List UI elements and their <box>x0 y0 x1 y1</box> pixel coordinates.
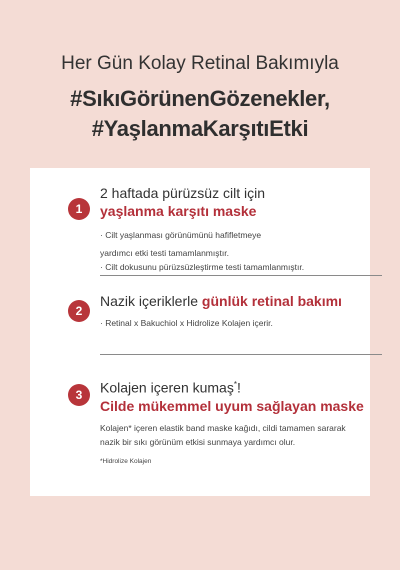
benefits-card <box>30 168 370 496</box>
benefit-3-note: nazik bir sıkı görünüm etkisi sunmaya yardımcı olur. <box>100 436 296 447</box>
number-badge-3: 3 <box>68 384 90 406</box>
divider <box>100 354 382 355</box>
benefit-1-title: 2 haftada pürüzsüz cilt için <box>100 185 265 201</box>
hashtag-anti-aging: #YaşlanmaKarşıtıEtki <box>91 116 309 141</box>
benefit-3-footnote: *Hidrolize Kolajen <box>100 457 152 465</box>
benefit-3-note: Kolajen* içeren elastik band maske kağıdı, cildi tamamen sararak <box>100 422 346 433</box>
benefit-3-title-text: Kolajen içeren kumaş <box>100 379 234 396</box>
benefit-1-note: yardımcı etki testi tamamlanmıştır. <box>100 248 229 258</box>
number-badge-2: 2 <box>68 300 90 322</box>
benefit-2-title-text: Nazik içeriklerle <box>100 293 202 309</box>
benefit-1-highlight: yaşlanma karşıtı maske <box>100 203 257 219</box>
divider <box>100 275 382 276</box>
footnote-mark: * <box>233 380 237 389</box>
benefit-item-2 <box>30 292 370 352</box>
benefit-3-highlight: Cilde mükemmel uyum sağlayan maske <box>100 397 364 414</box>
benefit-3-title-end: ! <box>236 379 241 396</box>
benefit-2-highlight: günlük retinal bakımı <box>201 293 342 309</box>
header <box>0 52 400 144</box>
benefit-item-3 <box>30 376 370 486</box>
benefit-3-title <box>100 376 365 397</box>
benefit-1-note: · Cilt dokusunu pürüzsüzleştirme testi tamamlanmıştır. <box>100 262 305 272</box>
page-subtitle: Her Gün Kolay Retinal Bakımıyla <box>61 53 339 74</box>
hashtag-pores: #SıkıGörünenGözenekler, <box>70 86 330 111</box>
benefit-item-1 <box>30 182 370 278</box>
benefit-2-note: · Retinal x Bakuchiol x Hidrolize Kolajen içerir. <box>100 318 273 328</box>
number-badge-1: 1 <box>68 198 90 220</box>
benefit-2-title <box>100 292 365 310</box>
benefit-1-note: · Cilt yaşlanması görünümünü hafifletmeye <box>100 230 262 240</box>
